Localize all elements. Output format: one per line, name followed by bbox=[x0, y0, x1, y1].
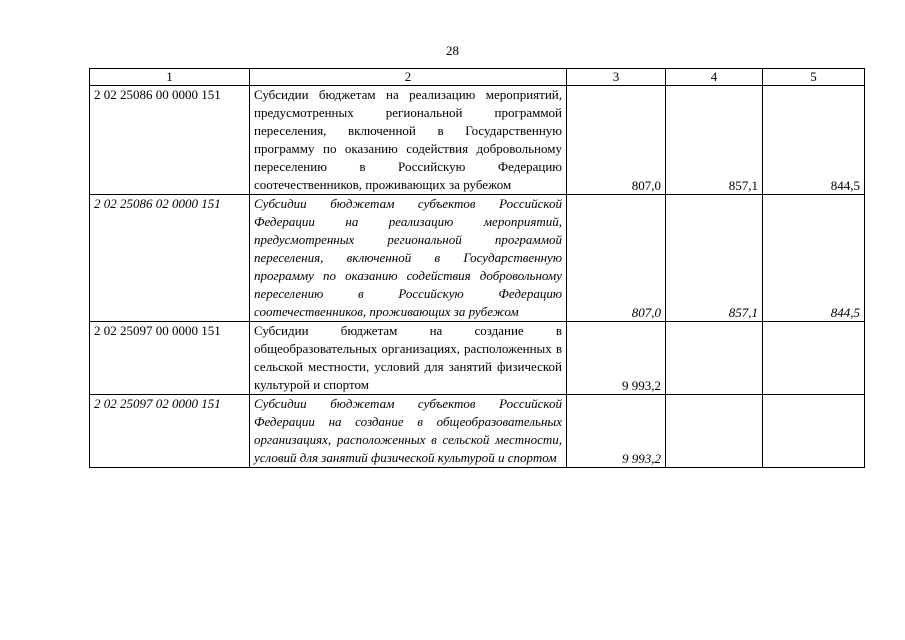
row-value-col4 bbox=[666, 395, 763, 468]
page-number: 28 bbox=[446, 43, 459, 58]
row-value-col5: 844,5 bbox=[763, 86, 865, 195]
header-col-5: 5 bbox=[763, 69, 865, 86]
table-row bbox=[90, 322, 865, 395]
header-col-2: 2 bbox=[250, 69, 567, 86]
row-value-col5 bbox=[763, 395, 865, 468]
table-row bbox=[90, 195, 865, 322]
row-value-col3: 807,0 bbox=[567, 195, 666, 322]
budget-table bbox=[89, 68, 865, 468]
row-value-col5 bbox=[763, 322, 865, 395]
header-row bbox=[90, 69, 865, 86]
header-col-3: 3 bbox=[567, 69, 666, 86]
row-value-col5: 844,5 bbox=[763, 195, 865, 322]
row-description: Субсидии бюджетам на реализацию мероприятий, предусмотренных региональной программой переселения, включенной в Государственную программу по оказанию содействия добровольному переселению в Российскую Федерацию соотечественников, проживающих за рубежом bbox=[250, 86, 567, 195]
row-value-col3: 9 993,2 bbox=[567, 395, 666, 468]
row-value-col4: 857,1 bbox=[666, 86, 763, 195]
row-value-col4 bbox=[666, 322, 763, 395]
row-code: 2 02 25086 00 0000 151 bbox=[90, 86, 250, 195]
row-description: Субсидии бюджетам субъектов Российской Федерации на создание в общеобразовательных организациях, расположенных в сельской местности, условий для занятий физической культурой и спортом bbox=[250, 395, 567, 468]
row-code: 2 02 25097 02 0000 151 bbox=[90, 395, 250, 468]
row-value-col4: 857,1 bbox=[666, 195, 763, 322]
row-code: 2 02 25086 02 0000 151 bbox=[90, 195, 250, 322]
table-row bbox=[90, 395, 865, 468]
row-value-col3: 807,0 bbox=[567, 86, 666, 195]
row-value-col3: 9 993,2 bbox=[567, 322, 666, 395]
row-description: Субсидии бюджетам на создание в общеобразовательных организациях, расположенных в сельской местности, условий для занятий физической культурой и спортом bbox=[250, 322, 567, 395]
header-col-4: 4 bbox=[666, 69, 763, 86]
table-row bbox=[90, 86, 865, 195]
row-code: 2 02 25097 00 0000 151 bbox=[90, 322, 250, 395]
row-description: Субсидии бюджетам субъектов Российской Федерации на реализацию мероприятий, предусмотренных региональной программой переселения, включенной в Государственную программу по оказанию содействия добровольному переселению в Российскую Федерацию соотечественников, проживающих за рубежом bbox=[250, 195, 567, 322]
header-col-1: 1 bbox=[90, 69, 250, 86]
